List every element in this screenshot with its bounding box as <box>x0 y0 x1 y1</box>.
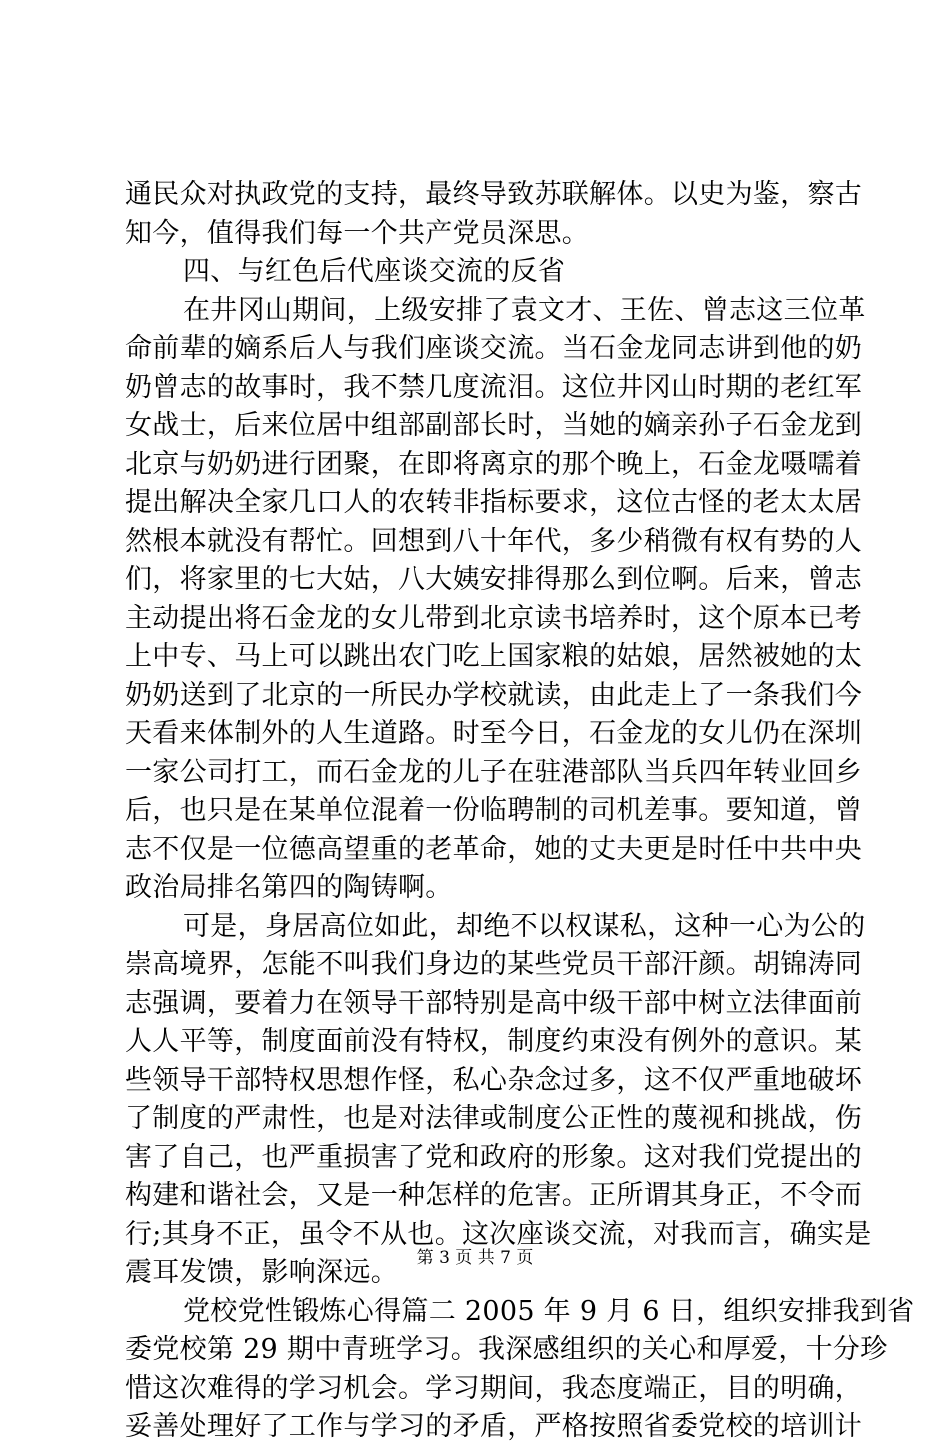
text-line: 奶奶送到了北京的一所民办学校就读，由此走上了一条我们今 <box>125 679 863 711</box>
text-line: 在井冈山期间，上级安排了袁文才、王佐、曾志这三位革 <box>183 294 866 326</box>
text-line: 奶曾志的故事时，我不禁几度流泪。这位井冈山时期的老红军 <box>125 371 863 403</box>
text-line: 志不仅是一位德高望重的老革命，她的丈夫更是时任中共中央 <box>125 833 863 865</box>
text-line: 们，将家里的七大姑，八大姨安排得那么到位啊。后来，曾志 <box>125 564 863 595</box>
text-line: 了制度的严肃性，也是对法律或制度公正性的蔑视和挑战，伤 <box>125 1103 863 1134</box>
text-line: 崇高境界，怎能不叫我们身边的某些党员干部汗颜。胡锦涛同 <box>125 949 863 980</box>
text-line: 害了自己，也严重损害了党和政府的形象。这对我们党提出的 <box>125 1141 863 1173</box>
text-line: 提出解决全家几口人的农转非指标要求，这位古怪的老太太居 <box>125 487 863 518</box>
text-line: 女战士，后来位居中组部副部长时，当她的嫡亲孙子石金龙到 <box>125 410 863 441</box>
text-line: 一家公司打工，而石金龙的儿子在驻港部队当兵四年转业回乡 <box>125 756 863 788</box>
text-line: 惜这次难得的学习机会。学习期间，我态度端正，目的明确， <box>125 1372 863 1404</box>
text-line: 政治局排名第四的陶铸啊。 <box>125 872 453 903</box>
text-line: 可是，身居高位如此，却绝不以权谋私，这种一心为公的 <box>183 910 866 942</box>
text-line: 些领导干部特权思想作怪，私心杂念过多，这不仅严重地破坏 <box>125 1064 863 1096</box>
text-line: 知今，值得我们每一个共产党员深思。 <box>125 217 590 249</box>
text-line: 上中专、马上可以跳出农门吃上国家粮的姑娘，居然被她的太 <box>125 641 863 672</box>
text-line: 主动提出将石金龙的女儿带到北京读书培养时，这个原本已考 <box>125 602 863 634</box>
text-line: 命前辈的嫡系后人与我们座谈交流。当石金龙同志讲到他的奶 <box>125 333 863 364</box>
text-line: 后，也只是在某单位混着一份临聘制的司机差事。要知道，曾 <box>125 795 863 826</box>
text-line: 然根本就没有帮忙。回想到八十年代，多少稍微有权有势的人 <box>125 525 863 557</box>
text-line: 妥善处理好了工作与学习的矛盾，严格按照省委党校的培训计 <box>125 1411 863 1442</box>
text-line: 党校党性锻炼心得篇二 2005 年 9 月 6 日，组织安排我到省 <box>183 1295 915 1327</box>
text-line: 天看来体制外的人生道路。时至今日，石金龙的女儿仍在深圳 <box>125 718 863 749</box>
page-number-label: 第 3 页 共 7 页 <box>416 1248 534 1268</box>
text-line: 北京与奶奶进行团聚，在即将离京的那个晚上，石金龙嗫嚅着 <box>125 448 863 480</box>
text-line: 通民众对执政党的支持，最终导致苏联解体。以史为鉴，察古 <box>125 179 863 210</box>
text-line: 震耳发馈，影响深远。 <box>125 1257 398 1288</box>
page-footer <box>0 1246 950 1270</box>
text-line: 志强调，要着力在领导干部特别是高中级干部中树立法律面前 <box>125 987 863 1019</box>
text-line: 委党校第 29 期中青班学习。我深感组织的关心和厚爱，十分珍 <box>125 1334 888 1365</box>
text-line: 构建和谐社会，又是一种怎样的危害。正所谓其身正，不令而 <box>125 1180 863 1211</box>
text-line: 行;其身不正，虽令不从也。这次座谈交流，对我而言，确实是 <box>125 1218 872 1250</box>
text-line: 人人平等，制度面前没有特权，制度约束没有例外的意识。某 <box>125 1026 863 1057</box>
text-line: 四、与红色后代座谈交流的反省 <box>183 256 566 287</box>
